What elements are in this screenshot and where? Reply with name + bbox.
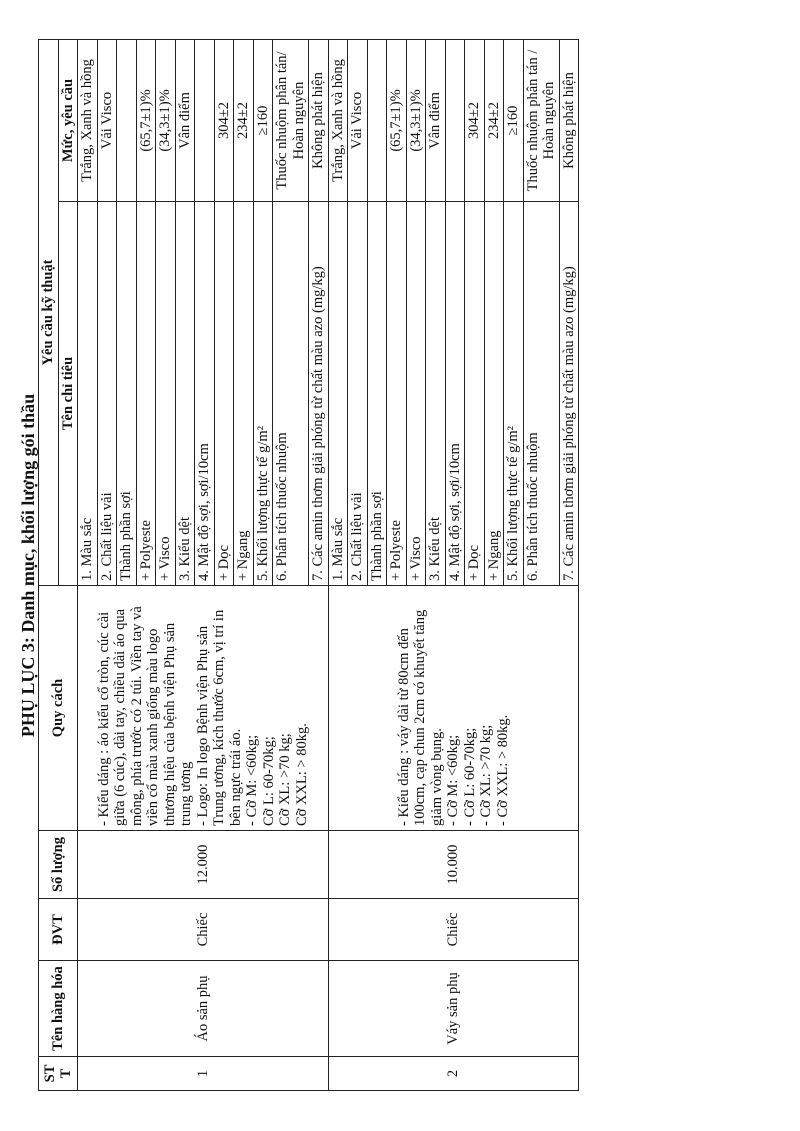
- item-unit: Chiếc: [328, 899, 579, 961]
- header-criterion: Tên chỉ tiêu: [58, 202, 78, 586]
- criterion-value: Vải Visco: [348, 39, 368, 201]
- criterion-value: [117, 39, 137, 201]
- criterion-value: Vân điểm: [426, 39, 446, 201]
- criterion-name: 6. Phân tích thuốc nhuộm: [273, 202, 309, 586]
- criterion-value: (34,3±1)%: [406, 39, 426, 201]
- criterion-value: 304±2: [465, 39, 485, 201]
- criterion-value: Trắng, Xanh và hồng: [328, 39, 348, 201]
- criterion-name: + Dọc: [214, 202, 234, 586]
- item-stt: 1: [78, 1057, 329, 1091]
- criterion-value: Không phát hiện: [559, 39, 579, 201]
- criterion-value: (65,7±1)%: [387, 39, 407, 201]
- criterion-name: 5. Khối lượng thực tế g/m²: [253, 202, 273, 586]
- criterion-name: + Visco: [156, 202, 176, 586]
- criterion-name: 7. Các amin thơm giải phóng từ chất màu azo (mg/kg): [559, 202, 579, 586]
- criterion-value: 234±2: [234, 39, 254, 201]
- spec-line: - Cỡ L: 60-70kg;: [461, 727, 478, 826]
- criterion-name: 7. Các amin thơm giải phóng từ chất màu azo (mg/kg): [309, 202, 329, 586]
- spec-line: Cỡ XXL: > 80kg.: [293, 723, 310, 826]
- criterion-value: Vân điểm: [175, 39, 195, 201]
- spec-line: - Kiểu dáng : váy dài từ 80cm đến 100cm, cạp chun 2cm có khuyết tăng giảm vòng bụng.: [395, 609, 445, 826]
- spec-line: - Kiểu dáng : áo kiểu cổ tròn, cúc cài giữa (6 cúc), dài tay, chiều dài áo qua mông, phía trước có 2 túi. Viền tay và viền cổ màu xanh giống màu logo thương hiệu của bệnh viện Phụ sản trung ương: [95, 606, 194, 826]
- spec-line: Cỡ L: 60-70kg;: [260, 736, 277, 826]
- item-spec: [78, 586, 329, 831]
- criterion-name: 4. Mật độ sợi, sợi/10cm: [195, 202, 215, 586]
- header-spec: Quy cách: [39, 586, 78, 831]
- header-requirement: Mức, yêu cầu: [58, 39, 78, 201]
- criterion-value: (34,3±1)%: [156, 39, 176, 201]
- item-stt: 2: [328, 1057, 579, 1091]
- header-stt: ST T: [39, 1057, 78, 1091]
- criterion-value: Thuốc nhuộm phân tán / Hoàn nguyên: [523, 39, 559, 201]
- criterion-value: Trắng, Xanh và hồng: [78, 39, 98, 201]
- page-title: [18, 0, 39, 1131]
- table-body: [78, 39, 579, 1090]
- criterion-value: Vải Visco: [97, 39, 117, 201]
- criterion-value: ≥160: [253, 39, 273, 201]
- criterion-name: + Ngang: [234, 202, 254, 586]
- criterion-name: + Polyeste: [136, 202, 156, 586]
- criterion-name: 6. Phân tích thuốc nhuộm: [523, 202, 559, 586]
- criterion-value: [195, 39, 215, 201]
- criterion-value: 234±2: [484, 39, 504, 201]
- spec-line: - Cỡ XXL: > 80kg.: [494, 714, 511, 826]
- criterion-name: 2. Chất liệu vải: [97, 202, 117, 586]
- criterion-name: 1. Màu sắc: [78, 202, 98, 586]
- header-qty: Số lượng: [39, 831, 78, 899]
- criterion-name: + Dọc: [465, 202, 485, 586]
- item-name: Váy sản phụ: [328, 961, 579, 1057]
- header-name: Tên hàng hóa: [39, 961, 78, 1057]
- header-unit: ĐVT: [39, 899, 78, 961]
- spec-line: Cỡ XL: >70 kg;: [277, 733, 293, 826]
- criterion-value: Không phát hiện: [309, 39, 329, 201]
- header-tech: Yêu cầu kỹ thuật: [39, 39, 59, 585]
- item-qty: 10.000: [328, 831, 579, 899]
- criterion-name: Thành phần sợi: [367, 202, 387, 586]
- criterion-value: [367, 39, 387, 201]
- criterion-name: + Ngang: [484, 202, 504, 586]
- criterion-value: 304±2: [214, 39, 234, 201]
- bid-items-table: [38, 39, 579, 1091]
- table-row: [78, 39, 98, 1090]
- criterion-name: 4. Mật độ sợi, sợi/10cm: [445, 202, 465, 586]
- criterion-name: Thành phần sợi: [117, 202, 137, 586]
- criterion-value: [445, 39, 465, 201]
- criterion-value: ≥160: [504, 39, 524, 201]
- item-name: Áo sản phụ: [78, 961, 329, 1057]
- table-row: [328, 39, 348, 1090]
- criterion-name: 3. Kiểu dệt: [426, 202, 446, 586]
- item-spec: [328, 586, 579, 831]
- criterion-name: 2. Chất liệu vải: [348, 202, 368, 586]
- spec-line: - Cỡ XL: >70 kg;: [478, 724, 494, 826]
- criterion-name: 5. Khối lượng thực tế g/m²: [504, 202, 524, 586]
- item-unit: Chiếc: [78, 899, 329, 961]
- criterion-name: 3. Kiểu dệt: [175, 202, 195, 586]
- criterion-value: Thuốc nhuộm phân tán/ Hoàn nguyên: [273, 39, 309, 201]
- spec-line: - Cỡ M: <60kg;: [244, 734, 260, 826]
- criterion-name: + Visco: [406, 202, 426, 586]
- spec-line: - Cỡ M: <60kg;: [445, 734, 461, 826]
- item-qty: 12.000: [78, 831, 329, 899]
- spec-line: - Logo: In logo Bệnh viện Phụ sản Trung ương, kích thước 6cm, vị trí in bên ngực trái áo.: [194, 609, 244, 826]
- criterion-value: (65,7±1)%: [136, 39, 156, 201]
- page-title-text: PHỤ LỤC 3: Danh mục, khối lượng gói thầu: [18, 393, 38, 738]
- header-row-1: [39, 39, 59, 1090]
- criterion-name: + Polyeste: [387, 202, 407, 586]
- criterion-name: 1. Màu sắc: [328, 202, 348, 586]
